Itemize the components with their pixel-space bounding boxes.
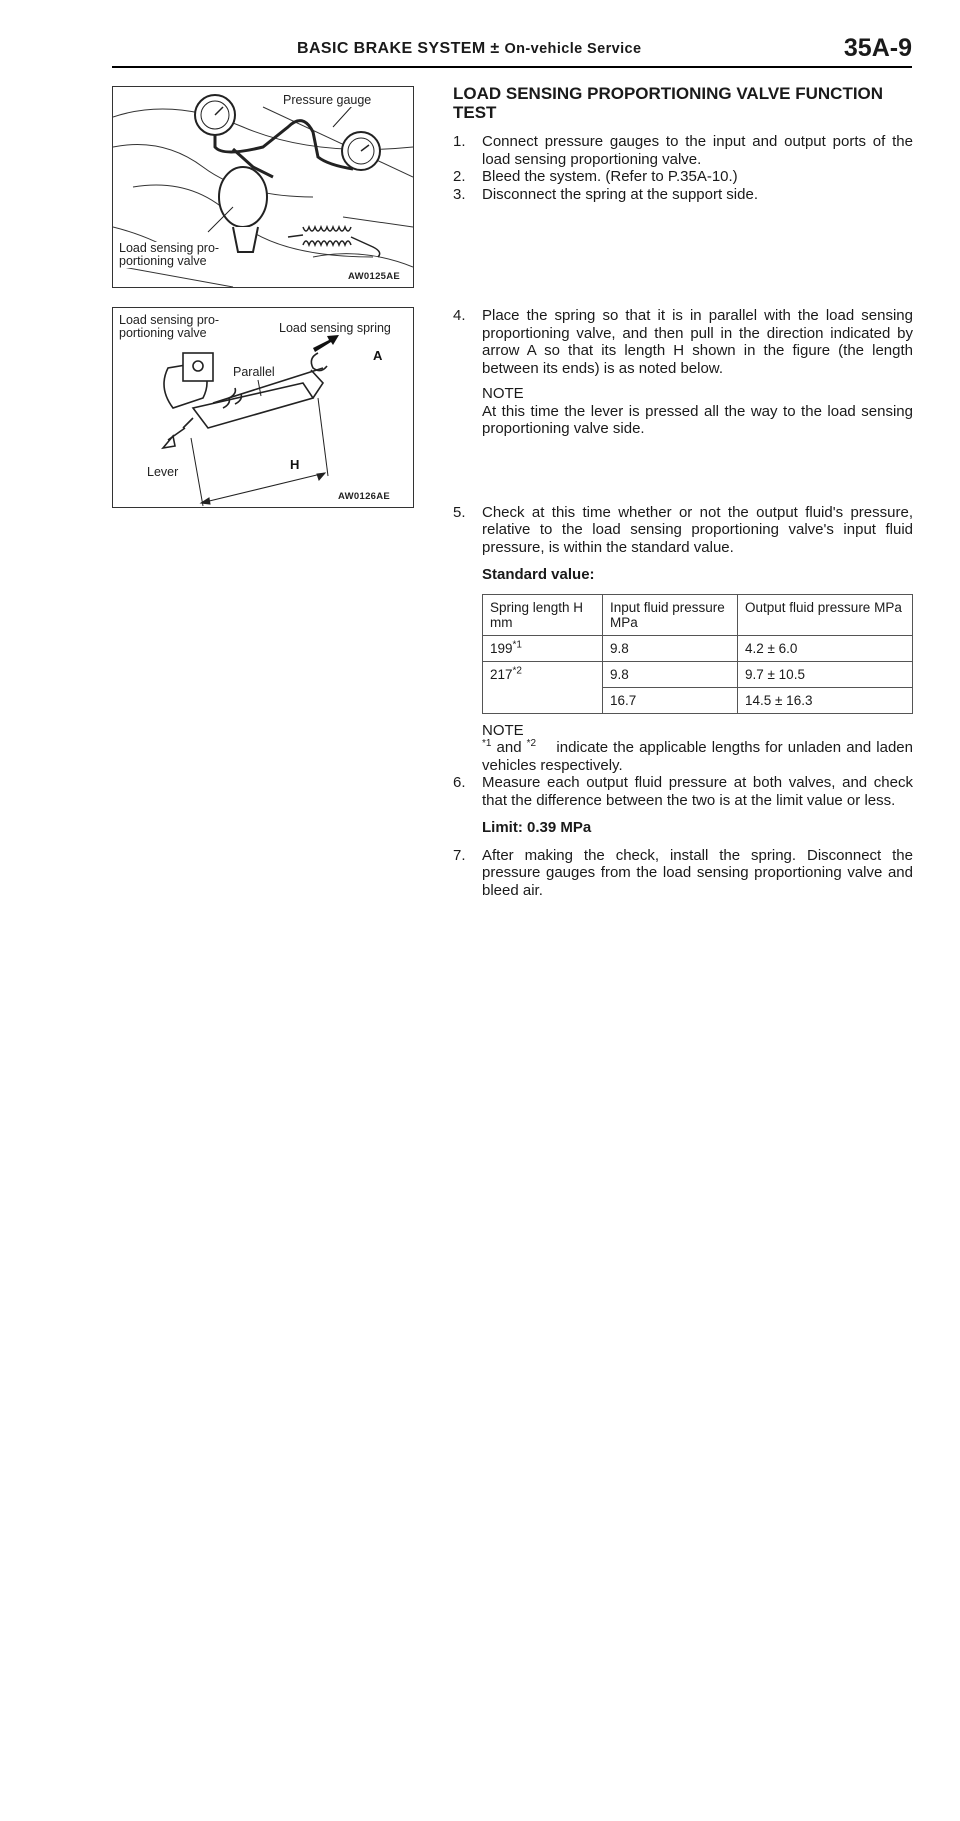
footnote-mark-1: *1 [482,738,492,749]
label-dimension-h: H [290,457,300,472]
step-5 [453,504,913,557]
cell-length [483,687,603,713]
step-number: 3. [453,185,466,203]
header-spring-length: Spring length H mm [483,594,603,635]
limit-value: Limit: 0.39 MPa [482,819,592,836]
step-text: Disconnect the spring at the support side. [482,185,758,203]
section-title: LOAD SENSING PROPORTIONING VALVE FUNCTION TEST [453,84,884,122]
note-label-2: NOTE [482,721,524,739]
page-header [112,34,912,68]
label-load-sensing-spring: Load sensing spring [279,321,391,335]
header-title [297,40,641,58]
step-text: Measure each output fluid pressure at both valves, and check that the difference between the two is at the limit value or less. [482,774,913,809]
step-text: Place the spring so that it is in parallel with the load sensing proportioning valve, and then pull in the direction indicated by arrow A so that its length H shown in the figure (the length between its ends) is as noted below. [482,307,913,377]
label-lever: Lever [147,465,179,479]
label-valve-line1: Load sensing pro- [119,313,220,327]
header-output-pressure: Output fluid pressure MPa [738,594,913,635]
cell-input: 9.8 [603,661,738,687]
label-valve-line2: portioning valve [119,326,207,340]
step-6 [453,774,913,809]
step-text: Check at this time whether or not the output fluid's pressure, relative to the load sensing proportioning valve's input fluid pressure, is within the standard value. [482,503,913,556]
length-value: 217 [490,666,513,682]
cell-output: 4.2 ± 6.0 [738,635,913,661]
step-number: 7. [453,846,466,864]
note-step-4: At this time the lever is pressed all the way to the load sensing proportioning valve side. [482,402,913,437]
figure-code: AW0125AE [348,271,401,282]
header-system-name: BASIC BRAKE SYSTEM [297,40,486,57]
length-mark: *1 [512,639,522,650]
cell-output: 14.5 ± 16.3 [738,687,913,713]
step-1 [453,133,913,168]
step-number: 6. [453,774,466,791]
step-number: 2. [453,168,466,185]
header-separator: ± [490,40,500,57]
step-number: 5. [453,503,466,521]
cell-input: 9.8 [603,635,738,661]
label-arrow-a: A [373,348,383,363]
note-footnote [482,739,913,774]
table-row [483,635,913,661]
standard-value-table [482,594,913,714]
header-subtitle: On-vehicle Service [504,41,642,57]
table-header-row [483,594,913,635]
footnote-and: and [496,739,522,756]
step-text: Bleed the system. (Refer to P.35A-10.) [482,168,738,185]
length-mark: *2 [512,665,522,676]
figure-code: AW0126AE [338,491,391,502]
cell-length [483,635,603,661]
table-row [483,687,913,713]
label-valve-line2: portioning valve [119,254,207,268]
label-parallel: Parallel [233,365,275,379]
step-7 [453,847,913,900]
length-value: 199 [490,640,513,656]
footnote-mark-2: *2 [526,738,537,749]
step-text: After making the check, install the spring. Disconnect the pressure gauges from the load sensing proportioning valve and bleed air. [482,846,913,899]
standard-value-label: Standard value: [482,566,595,583]
step-4 [453,307,913,377]
figure-pressure-gauges [112,86,414,288]
step-number: 1. [453,133,466,150]
header-input-pressure: Input fluid pressure MPa [603,594,738,635]
step-2 [453,168,913,186]
step-text: Connect pressure gauges to the input and output ports of the load sensing proportioning valve. [482,133,913,168]
cell-input: 16.7 [603,687,738,713]
note-label: NOTE [482,385,524,402]
procedure-content [453,84,913,899]
step-3 [453,186,913,204]
step-number: 4. [453,307,466,324]
footnote-text: indicate the applicable lengths for unladen and laden vehicles respectively. [482,739,913,774]
cell-length [483,661,603,687]
table-row [483,661,913,687]
label-valve-line1: Load sensing pro- [119,241,220,255]
page-number: 35A-9 [843,34,912,62]
figure-spring-length [112,307,414,508]
label-pressure-gauge: Pressure gauge [283,93,372,107]
cell-output: 9.7 ± 10.5 [738,661,913,687]
